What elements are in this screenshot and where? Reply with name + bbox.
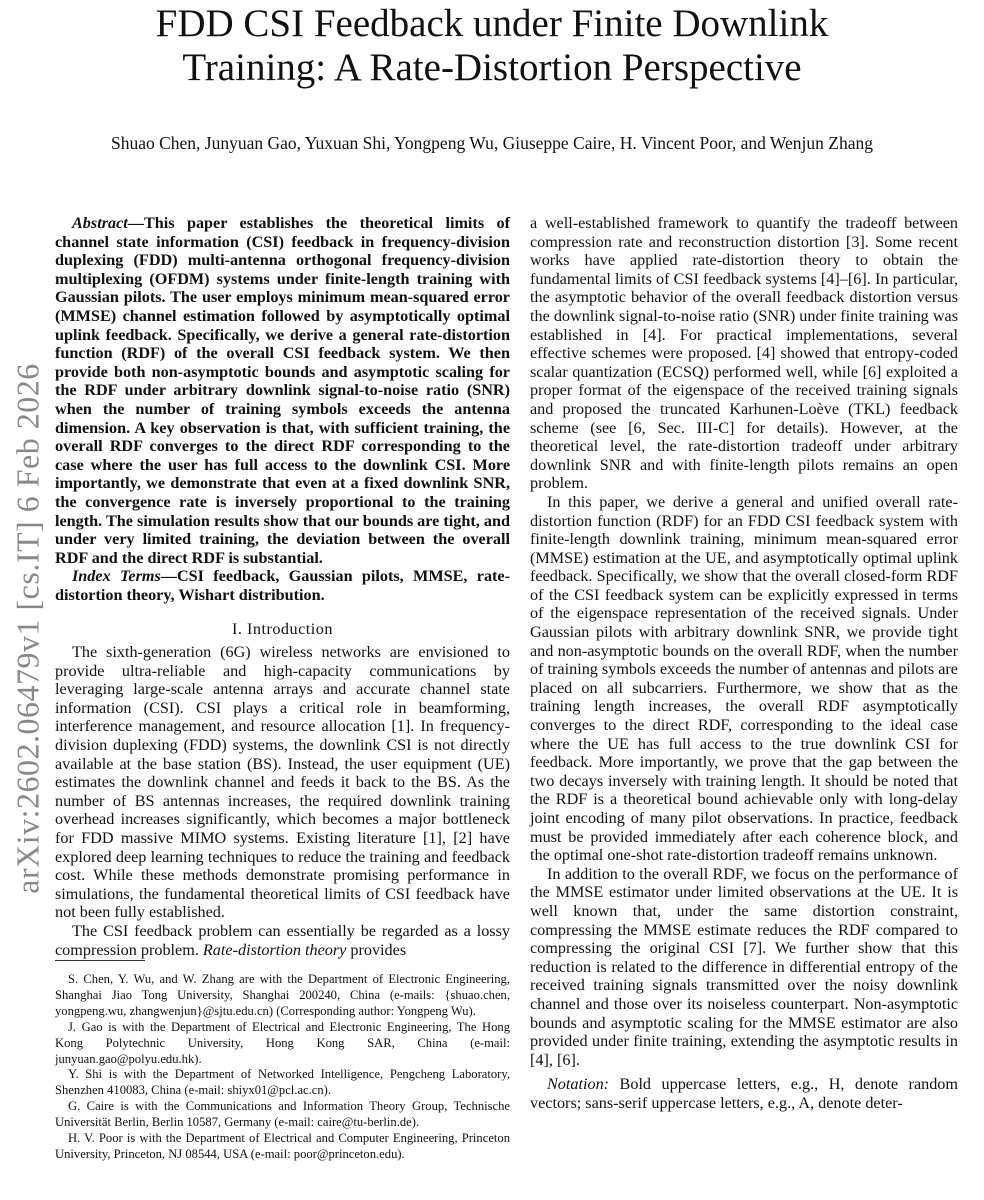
intro-paragraph: The sixth-generation (6G) wireless networks are envisioned to provide ultra-reliable and high-capacity communications by leveraging large-scale antenna arrays and accurate channel state information (CSI). CSI plays a critical role in beamforming, interference management, and resource allocation [1]. In frequency-division duplexing (FDD) systems, the downlink CSI is not directly available at the base station (BS). Instead, the user equipment (UE) estimates the downlink channel and feeds it back to the BS. As the number of BS antennas increases, the required downlink training overhead increases significantly, which becomes a major bottleneck for FDD massive MIMO systems. Existing literature [1], [2] have explored deep learning techniques to reduce the training and feedback cost. While these methods demonstrate promising performance in simulations, the fundamental theoretical limits of CSI feedback have not been fully established. <box>55 643 510 922</box>
author-list: Shuao Chen, Junyuan Gao, Yuxuan Shi, Yongpeng Wu, Giuseppe Caire, H. Vincent Poor, and Wenjun Zhang <box>110 133 873 153</box>
footnotes <box>55 972 510 1163</box>
footnote: S. Chen, Y. Wu, and W. Zhang are with the Department of Electronic Engineering, Shanghai Jiao Tong University, Shanghai 200240, China (e-mails: {shuao.chen, yongpeng.wu, zhangwenjun}@sjtu.edu.cn) (Corresponding author: Yongpeng Wu). <box>55 972 510 1018</box>
title-line-2: Training: A Rate-Distortion Perspective <box>182 46 802 89</box>
emphasis: Rate-distortion theory <box>202 940 347 959</box>
text: The CSI feedback problem can essentially be regarded as a lossy compression problem. <box>55 921 510 959</box>
body-paragraph: In this paper, we derive a general and unified overall rate-distortion function (RDF) for an FDD CSI feedback system with finite-length downlink training, minimum mean-squared error (MMSE) estimation at the UE, and asymptotically optimal uplink feedback. Specifically, we show that the overall closed-form RDF of the CSI feedback system can be explicitly expressed in terms of the eigenspace representation of the received signals. Under Gaussian pilots with arbitrary downlink SNR, we provide tight and non-asymptotic bounds on the overall RDF, when the number of training symbols exceeds the number of antennas and pilots are placed on all subcarriers. Furthermore, we show that as the training length increases, the overall RDF asymptotically converges to the direct RDF, corresponding to the ideal case where the UE has full access to the true downlink CSI for feedback. More importantly, we prove that the gap between the two decays inversely with training length. It should be noted that the RDF is a theoretical bound achievable only with long-delay joint encoding of many pilot observations. In practice, feedback must be provided immediately after each coherence block, and the optimal one-shot rate-distortion tradeoff remains unknown. <box>530 492 958 865</box>
notation-text: Bold uppercase letters, e.g., H, denote random vectors; sans-serif uppercase letters, e.g., A, denote deter- <box>530 1075 958 1112</box>
index-terms-text: —CSI feedback, Gaussian pilots, MMSE, rate-distortion theory, Wishart distribution. <box>55 567 511 604</box>
abstract <box>55 214 510 567</box>
text: provides <box>346 940 407 959</box>
paper-title <box>0 2 984 90</box>
footnote: H. V. Poor is with the Department of Electrical and Computer Engineering, Princeton University, Princeton, NJ 08544, USA (e-mail: poor@princeton.edu). <box>55 1131 510 1161</box>
notation-paragraph <box>530 1075 958 1112</box>
index-terms-label: Index Terms <box>72 567 161 586</box>
title-line-1: FDD CSI Feedback under Finite Downlink <box>155 2 829 45</box>
right-column <box>530 214 958 1113</box>
notation-label: Notation: <box>547 1075 610 1094</box>
body-paragraph: In addition to the overall RDF, we focus on the performance of the MMSE estimator under limited observations at the UE. It is well known that, under the same distortion constraint, compressing the MMSE estimate reduces the RDF compared to compressing the original CSI [7]. We further show that this reduction is related to the difference in differential entropy of the received training signals transmitted over the noisy downlink channel and those over its noiseless counterpart. Non-asymptotic bounds and asymptotic scaling for the MMSE estimator are also provided under finite training, extending the asymptotic results in [4], [6]. <box>530 864 958 1069</box>
footnote-rule <box>55 960 145 961</box>
footnote: Y. Shi is with the Department of Networked Intelligence, Pengcheng Laboratory, Shenzhen 410083, China (e-mail: shiyx01@pcl.ac.cn). <box>55 1067 510 1098</box>
footnote: J. Gao is with the Department of Electrical and Electronic Engineering, The Hong Kong Polytechnic University, Hong Kong SAR, China (e-mail: junyuan.gao@polyu.edu.hk). <box>55 1019 510 1066</box>
abstract-text: —This paper establishes the theoretical limits of channel state information (CSI) feedback in frequency-division duplexing (FDD) multi-antenna orthogonal frequency-division multiplexing (OFDM) systems under finite-length training with Gaussian pilots. The user employs minimum mean-squared error (MMSE) channel estimation followed by asymptotically optimal uplink feedback. Specifically, we derive a general rate-distortion function (RDF) of the overall CSI feedback system. We then provide both non-asymptotic bounds and asymptotic scaling for the RDF under arbitrary downlink signal-to-noise ratio (SNR) when the number of training symbols exceeds the antenna dimension. A key observation is that, with sufficient training, the overall RDF converges to the direct RDF corresponding to the case where the user has full access to the downlink CSI. More importantly, we demonstrate that even at a fixed downlink SNR, the convergence rate is inversely proportional to the training length. The simulation results show that our bounds are tight, and under very limited training, the deviation between the overall RDF and the direct RDF is substantial. <box>55 214 510 567</box>
body-paragraph: a well-established framework to quantify the tradeoff between compression rate and reconstruction distortion [3]. Some recent works have applied rate-distortion theory to obtain the fundamental limits of CSI feedback systems [4]–[6]. In particular, the asymptotic behavior of the overall feedback distortion versus the downlink signal-to-noise ratio (SNR) under finite training was established in [4]. For practical implementations, several effective schemes were proposed. [4] showed that entropy-coded scalar quantization (ECSQ) performed well, while [6] exploited a proper format of the eigenspace of the received training signals and proposed the truncated Karhunen-Loève (TKL) feedback scheme (see [6, Sec. III-C] for details). However, at the theoretical level, the rate-distortion tradeoff under arbitrary downlink SNR and with finite-length pilots remains an open problem. <box>530 214 958 493</box>
arxiv-identifier[interactable]: arXiv:2602.06479v1 [cs.IT] 6 Feb 2026 <box>9 363 46 894</box>
abstract-label: Abstract <box>72 214 128 232</box>
footnote: G. Caire is with the Communications and Information Theory Group, Technische Universität Berlin, Berlin 10587, Germany (e-mail: caire@tu-berlin.de). <box>55 1099 510 1130</box>
index-terms <box>55 567 510 604</box>
section-heading-introduction: I. Introduction <box>231 620 333 639</box>
left-column <box>55 214 510 959</box>
intro-paragraph <box>55 922 510 959</box>
